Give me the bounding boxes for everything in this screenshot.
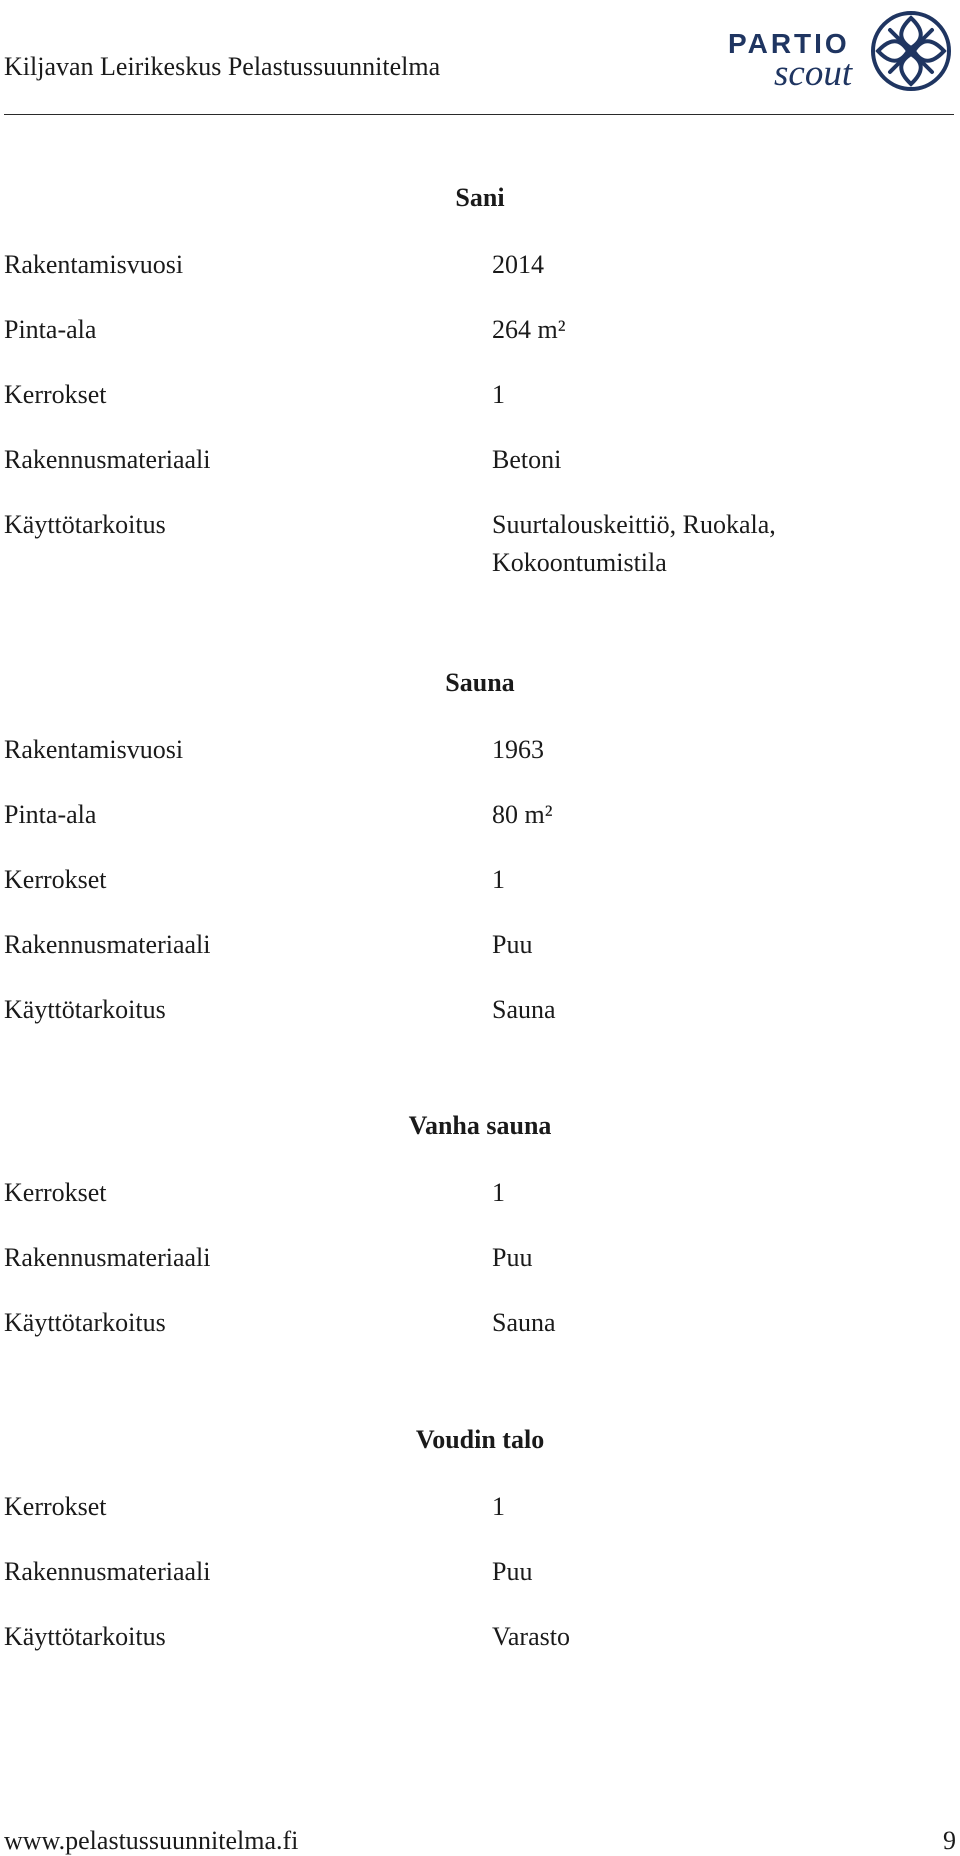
scout-emblem-icon (868, 8, 954, 94)
row-value: 1 (492, 865, 505, 894)
row-label: Rakennusmateriaali (4, 1557, 211, 1586)
row-label: Käyttötarkoitus (4, 995, 166, 1024)
row-value: Sauna (492, 1308, 556, 1337)
row-label: Rakentamisvuosi (4, 250, 184, 279)
row-value: 2014 (492, 250, 544, 279)
row-label: Pinta-ala (4, 800, 97, 829)
header-divider (4, 114, 954, 115)
footer-url: www.pelastussuunnitelma.fi (4, 1826, 299, 1855)
row-label: Kerrokset (4, 1492, 107, 1521)
row-value: 1 (492, 1492, 505, 1521)
page-number: 9 (943, 1826, 956, 1855)
row-label: Kerrokset (4, 865, 107, 894)
row-value: Betoni (492, 445, 562, 474)
row-value: Sauna (492, 995, 556, 1024)
row-label: Rakentamisvuosi (4, 735, 184, 764)
logo-wordmark: PARTIO (728, 28, 850, 59)
row-value: 1963 (492, 735, 544, 764)
section-title: Sauna (445, 668, 515, 697)
section-title: Vanha sauna (408, 1111, 552, 1140)
row-value: Suurtalouskeittiö, Ruokala, (492, 510, 776, 539)
row-value: 264 m² (492, 315, 566, 344)
row-label: Rakennusmateriaali (4, 445, 211, 474)
partio-scout-logo (728, 8, 958, 96)
row-value: 1 (492, 1178, 505, 1207)
row-label: Käyttötarkoitus (4, 1622, 166, 1651)
row-label: Käyttötarkoitus (4, 510, 166, 539)
row-value-line-2: Kokoontumistila (492, 548, 667, 577)
row-value: 1 (492, 380, 505, 409)
logo-subtitle: scout (774, 53, 853, 94)
section-title: Voudin talo (415, 1425, 545, 1454)
document-title: Kiljavan Leirikeskus Pelastussuunnitelma (4, 52, 441, 81)
row-value: Varasto (492, 1622, 570, 1651)
row-label: Kerrokset (4, 1178, 107, 1207)
row-value: Puu (492, 1557, 533, 1586)
row-value: 80 m² (492, 800, 553, 829)
row-value: Puu (492, 930, 533, 959)
row-label: Rakennusmateriaali (4, 930, 211, 959)
row-label: Pinta-ala (4, 315, 97, 344)
row-label: Käyttötarkoitus (4, 1308, 166, 1337)
page-header (0, 0, 960, 116)
row-label: Rakennusmateriaali (4, 1243, 211, 1272)
section-title: Sani (455, 183, 505, 212)
row-value: Puu (492, 1243, 533, 1272)
row-label: Kerrokset (4, 380, 107, 409)
